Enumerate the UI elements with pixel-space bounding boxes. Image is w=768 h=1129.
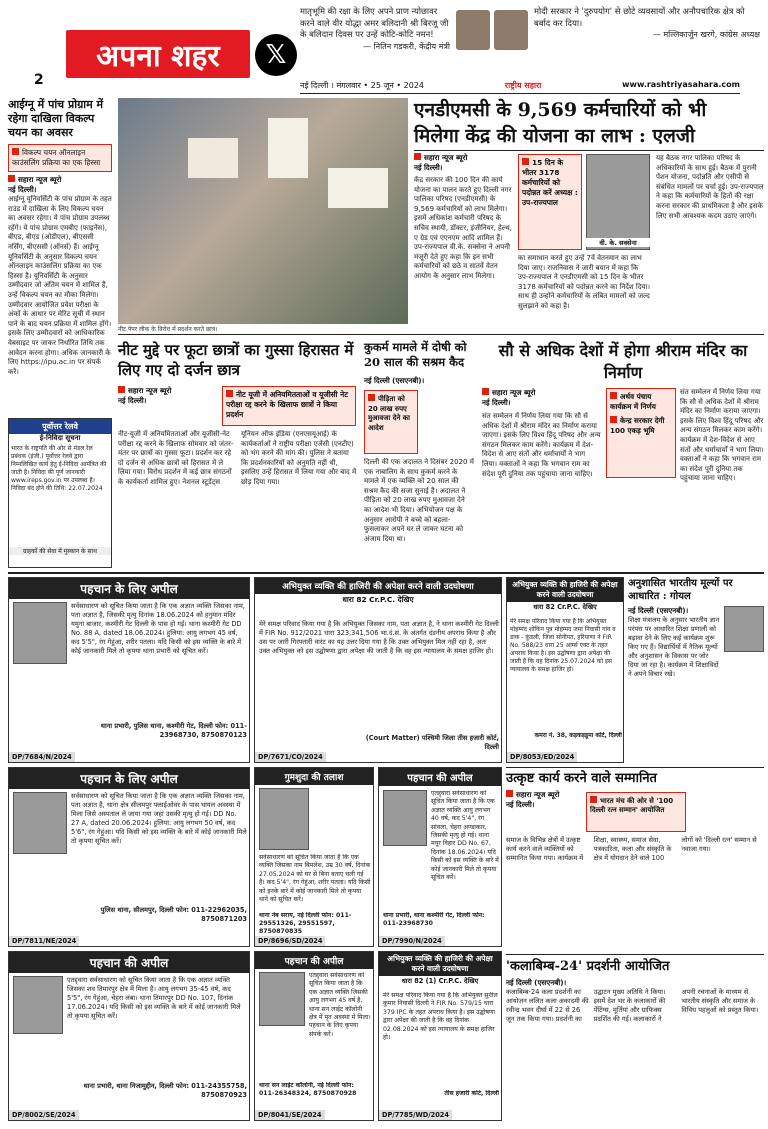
bullet-icon bbox=[8, 175, 15, 182]
lg-headline-2: मिलेगा केंद्र की योजना का लाभ : एलजी bbox=[414, 125, 695, 147]
notice-title: अभियुक्त व्यक्ति की हाजिरी की अपेक्षा करने वाली उदघोषणा bbox=[507, 578, 623, 602]
highlight-1: अर्थव पंचाय कार्यक्रम में निर्णय bbox=[610, 392, 656, 411]
byline: सहारा न्यूज ब्यूरो bbox=[482, 388, 602, 398]
samman-article bbox=[506, 770, 764, 950]
byline: नई दिल्ली (एसएनबी)। bbox=[506, 978, 567, 987]
neet-headline: नीट मुद्दे पर फूटा छात्रों का गुस्सा हिरासत में लिए गए दो दर्जन छात्र bbox=[118, 341, 354, 379]
notice-ref: DP/7811/NE/2024 bbox=[9, 936, 79, 946]
bullet-icon bbox=[522, 158, 529, 165]
bullet-icon bbox=[610, 392, 617, 399]
notice-body: सर्वसाधारण को सूचित किया जाता है कि एक अज्ञात व्यक्ति जिसका नाम, पता अज्ञात है, जिसकी मृत्यु दिनांक 18.06.2024 को हनुमान मंदिर यमुना बाजार, कश्मीरी गेट दिल्ली के पास हो गई। थाना कश्मीरी गेट DD No. 88 A, dated 18.06.2024। हुलिया: आयु लगभग 45 वर्ष, कद 5'5", रंग गेहुंआ, शरीर पतला। यदि किसी को इस व्यक्ति के बारे में कोई जानकारी मिले तो कृपया थाना प्रभारी को सूचित करें। bbox=[71, 602, 245, 655]
highlight-2: केन्द्र सरकार देगी 100 एकड़ भूमि bbox=[610, 416, 665, 435]
quote-author: — मल्लिकार्जुन खरगे, कांग्रेस अध्यक्ष bbox=[652, 30, 760, 39]
notice-photo bbox=[13, 976, 63, 1034]
quote-text: मातृभूमि की रक्षा के लिए अपने प्राण न्योछावर करने वाले वीर योद्धा अमर बलिदानी श्री बिरजू जी के बलिदान दिवस पर उन्हें कोटि-कोटि नमन! bbox=[300, 6, 449, 39]
neet-highlight: नीट यूजी में अनियमितताओं व यूजीसी नेट परीक्षा रद्द करने के खिलाफ छात्रों ने किया प्रदर्शन bbox=[222, 386, 356, 426]
website-link[interactable]: www.rashtriyasahara.com bbox=[622, 80, 740, 89]
byline: नई दिल्ली (एसएनबी)। bbox=[628, 606, 689, 615]
notice-contact: पुलिस थाना, सीलमपुर, दिल्ली फोन: 011-22962035, 8750871203 bbox=[100, 906, 247, 923]
quote-gadkari bbox=[300, 6, 450, 52]
placard-2 bbox=[328, 168, 388, 208]
notice-6 bbox=[378, 767, 502, 947]
masthead bbox=[0, 0, 768, 90]
notice-title: अभियुक्त व्यक्ति की हाजिरी की अपेक्षा करने वाली उदघोषणा bbox=[255, 578, 501, 594]
byline: सहारा न्यूज ब्यूरो bbox=[414, 153, 514, 163]
neet-body: नीट-यूजी में अनियमितताओं और यूजीसी-नेट परीक्षा रद्द करने के खिलाफ सोमवार को जंतर-मंतर पर छात्रों का गुस्सा फूटा। प्रदर्शन कर रहे दो दर्जन से अधिक छात्रों को हिरासत में ले लिया गया। विरोध प्रदर्शन में कई छात्र संगठनों के कार्यकर्ता शामिल हुए। नेशनल स्टूडेंट्स यूनियन ऑफ इंडिया (एनएसयूआई) के कार्यकर्ताओं ने राष्ट्रीय परीक्षा एजेंसी (एनटीए) को भंग करने की मांग की। पुलिस ने बताया कि प्रदर्शनकारियों को अनुमति नहीं थी, इसलिए उन्हें हिरासत में लिया गया और बाद में छोड़ दिया गया। bbox=[118, 430, 357, 486]
placard-3 bbox=[188, 138, 238, 178]
notice-7 bbox=[8, 951, 250, 1121]
notice-body: एतद्द्वारा सर्वसाधारण को सूचित किया जाता है कि एक अज्ञात व्यक्ति जिसका शव तिमारपुर क्षेत्र में मिला है। आयु लगभग 35-45 वर्ष, कद 5'5", रंग गेहुंआ, चेहरा लंबा। थाना तिमारपुर DD No. 107, दिनांक 17.06.2024। यदि किसी को इस व्यक्ति के बारे में कोई जानकारी मिले तो कृपया सूचित करें। bbox=[67, 976, 241, 1020]
notice-9 bbox=[378, 951, 502, 1121]
place: नई दिल्ली। bbox=[506, 800, 535, 809]
notice-8 bbox=[254, 951, 374, 1121]
notice-contact: थाना प्रभारी, थाना कश्मीरी गेट, दिल्ली फोन: 011-23968730 bbox=[383, 912, 485, 927]
kurkam-body: दिल्ली की एक अदालत ने दिसंबर 2020 में एक नाबालिग के साथ कुकर्म करने के मामले में एक व्यक्ति को 20 साल की सश्रम कैद की सजा सुनाई है। अदालत ने पीड़िता को 20 लाख रुपए मुआवजा देने का आदेश भी दिया। अभियोजन पक्ष के अनुसार आरोपी ने बच्चे को बहला-फुसलाकर अपने घर ले जाकर घटना को अंजाम दिया था। bbox=[364, 458, 474, 543]
notice-subtitle: धारा 82 Cr.P.C. देखिए bbox=[342, 595, 414, 604]
byline: सहारा न्यूज ब्यूरो bbox=[506, 790, 764, 800]
notice-photo bbox=[259, 788, 309, 850]
notice-2 bbox=[254, 577, 502, 763]
goyal-article bbox=[628, 577, 764, 763]
lg-name: वी. के. सक्सेना bbox=[586, 238, 650, 247]
railway-footer: ग्राहकों की सेवा में मुस्कान के साथ bbox=[9, 547, 111, 555]
notice-1 bbox=[8, 577, 250, 763]
notice-ref: DP/8696/SD/2024 bbox=[255, 936, 325, 946]
place: नई दिल्ली। bbox=[414, 163, 443, 172]
kurkam-headline: कुकर्म मामले में दोषी को 20 साल की सश्रम कैद bbox=[364, 340, 467, 369]
notice-contact: (Court Matter) पश्चिमी जिला तीस हजारी कोर्ट, दिल्ली bbox=[365, 734, 499, 751]
notice-photo bbox=[13, 792, 67, 854]
body: शिक्षा मंत्रालय के अनुसार भारतीय ज्ञान परंपरा पर आधारित शिक्षा प्रणाली को बढ़ावा देने के लिए कई कार्यक्रम शुरू किए गए हैं। विद्यार्थियों में नैतिक मूल्यों और अनुशासन के विकास पर जोर दिया जा रहा है। कार्यक्रम में शिक्षाविदों ने अपने विचार रखे। bbox=[628, 616, 720, 678]
notice-contact: तीस हजारी कोर्ट, दिल्ली bbox=[444, 1090, 499, 1097]
bullet-icon bbox=[506, 790, 513, 797]
bullet-icon bbox=[368, 394, 375, 401]
notice-body: मेरे समक्ष परिवाद किया गया है कि अभियुक्त सुनील कुमार निवासी दिल्ली ने FIR No. 579/15 धारा 379 IPC के तहत अपराध किया है। इस उद्घोषणा द्वारा अपेक्षा की जाती है कि वह दिनांक 02.08.2024 को इस न्यायालय के समक्ष हाजिर हो। bbox=[383, 992, 498, 1042]
bullet-icon bbox=[226, 390, 233, 397]
notice-title: अभियुक्त व्यक्ति की हाजिरी की अपेक्षा करने वाली उदघोषणा bbox=[379, 952, 501, 976]
page-number: 2 bbox=[34, 72, 44, 88]
notice-contact: थाना सन लाईट कॉलोनी, नई दिल्ली फोन: 011-26348324, 8750870928 bbox=[259, 1082, 357, 1097]
lg-body-3: यह बैठक नगर पालिका परिषद के अधिकारियों के साथ हुई। बैठक में पुरानी पेंशन योजना, पदोन्नति और एसीपी से संबंधित मामलों पर चर्चा हुई। उप-राज्यपाल ने कहा कि कर्मचारियों के हितों की रक्षा करना सरकार की प्राथमिकता है और इसके लिए सभी आवश्यक कदम उठाए जाएंगे। bbox=[656, 154, 764, 220]
ignou-article bbox=[8, 98, 112, 414]
notice-title: पहचान की अपील bbox=[9, 952, 249, 973]
bullet-icon bbox=[482, 388, 489, 395]
x-icon[interactable]: 𝕏 bbox=[255, 34, 297, 76]
shriram-body-2: संत सम्मेलन में निर्णय लिया गया कि सौ से अधिक देशों में श्रीराम मंदिर का निर्माण कराया जाएगा। इसके लिए विश्व हिंदू परिषद और अन्य संगठन मिलकर काम करेंगे। कार्यक्रम में देश-विदेश से आए संतों और धर्माचार्यों ने भाग लिया। वक्ताओं ने कहा कि भगवान राम का संदेश पूरी दुनिया तक पहुंचाया जाना चाहिए। bbox=[680, 388, 764, 483]
notice-ref: DP/8002/SE/2024 bbox=[9, 1110, 79, 1120]
notice-body: सर्वसाधारण को सूचित किया जाता है कि एक व्यक्ति जिसका नाम बिमलेश, उम्र 30 वर्ष, दिनांक 27.05.2024 को घर से बिना बताए चली गई है। कद 5'4", रंग गेहुंआ, शरीर पतला। यदि किसी को इनके बारे में कोई जानकारी मिले तो कृपया थाने को सूचित करें। bbox=[259, 854, 371, 904]
quote-text: मोदी सरकार ने 'दुरुपयोग' से छोटे व्यवसायों और अनौपचारिक क्षेत्र को बर्बाद कर दिया। bbox=[534, 6, 745, 28]
lg-callout: 15 दिन के भीतर 3178 कर्मचारियों को पदोन्नत करें अध्यक्ष : उप-राज्यपाल bbox=[518, 154, 582, 250]
gadkari-portrait bbox=[456, 10, 490, 50]
bullet-icon bbox=[610, 416, 617, 423]
samman-highlight: भारत मंच की ओर से '100 दिल्ली रत्न सम्मान' आयोजित bbox=[586, 792, 686, 832]
lg-headline-1: एनडीएमसी के 9,569 कर्मचारियों को भी bbox=[414, 99, 707, 121]
notice-body: मेरे समक्ष परिवाद किया गया है कि अभियुक्त जिसका नाम, पता अज्ञात है, ने थाना कश्मीरी गेट दिल्ली में FIR No. 912/2021 धारा 323,341,506 भा.दं.सं. के अंतर्गत दंडनीय अपराध किया है और उस पर जारी गिरफ्तारी वारंट का यह उत्तर दिया गया है कि उक्त अभियुक्त मिल नहीं रहा है, अतः उक्त अभियुक्त को इस उद्घोषणा द्वारा अपेक्षा की जाती है कि वह इस न्यायालय के समक्ष हाजिर हो। bbox=[259, 620, 499, 655]
notice-3-panel bbox=[506, 577, 624, 763]
bullet-icon bbox=[590, 796, 597, 803]
notice-title: पहचान के लिए अपील bbox=[9, 768, 249, 789]
notice-ref: DP/7990/N/2024 bbox=[379, 936, 445, 946]
shriram-headline: सौ से अधिक देशों में होगा श्रीराम मंदिर का निर्माण bbox=[498, 341, 748, 382]
notice-4 bbox=[8, 767, 250, 947]
lg-body-1: केंद्र सरकार की 100 दिन की कार्य योजना का पालन करते हुए दिल्ली नगर पालिका परिषद (एनडीएमसी) के 9,569 कर्मचारियों को लाभ मिलेगा। इसमें अधिकांश कर्मचारी परिषद के सचिव स्थायी, डॉक्टर, इंजीनियर, हेल्थ, ए ग्रेड एवं एएनएम आदि शामिल हैं। उप-राज्यपाल वी.के. सक्सेना ने अपनी मंजूरी देते हुए कहा कि इन सभी कर्मचारियों को छठे व सातवें वेतन आयोग के अनुसार लाभ मिलेगा। bbox=[414, 176, 512, 280]
notice-title: पहचान की अपील bbox=[255, 952, 373, 969]
shriram-body: संत सम्मेलन में निर्णय लिया गया कि सौ से अधिक देशों में श्रीराम मंदिर का निर्माण कराया जाएगा। इसके लिए विश्व हिंदू परिषद और अन्य संगठन मिलकर काम करेंगे। कार्यक्रम में देश-विदेश से आए संतों और धर्माचार्यों ने भाग लिया। वक्ताओं ने कहा कि भगवान राम का संदेश पूरी दुनिया तक पहुंचाया जाना चाहिए। bbox=[482, 412, 601, 478]
paper-name: राष्ट्रीय सहारा bbox=[504, 81, 542, 90]
kharge-portrait bbox=[494, 10, 528, 50]
notice-title: गुमशुदा की तलाश bbox=[255, 768, 373, 785]
byline: सहारा न्यूज ब्यूरो bbox=[118, 386, 218, 396]
notice-title: पहचान की अपील bbox=[379, 768, 501, 786]
notice-body: एतद्द्वारा सर्वसाधारण को सूचित किया जाता है कि एक अज्ञात व्यक्ति आयु लगभग 40 वर्ष, कद 5'4", रंग सांवला, चेहरा अण्डाकार, जिसकी मृत्यु हो गई। थाना मयूर विहार DD No. 67, दिनांक 18.06.2024। यदि किसी को इस व्यक्ति के बारे में कोई जानकारी मिले तो कृपया सूचित करें। bbox=[431, 790, 499, 882]
headline: उत्कृष्ट कार्य करने वाले सम्मानित bbox=[506, 771, 657, 786]
body: समाज के विभिन्न क्षेत्रों में उत्कृष्ट कार्य करने वाले व्यक्तियों को सम्मानित किया गया। कार्यक्रम में शिक्षा, स्वास्थ्य, समाज सेवा, पत्रकारिता, कला और संस्कृति के क्षेत्र में योगदान देने वाले 100 लोगों को 'दिल्ली रत्न' सम्मान से नवाजा गया। bbox=[506, 836, 757, 862]
notice-body: मेरे समक्ष परिवाद किया गया है कि अभियुक्त मोहम्मद शोकिन पुत्र मोहम्मद जमा निवासी गांव व डाक - कुंडली, जिला सोनीपत, हरियाणा ने FIR No. 588/23 धारा 25 आर्म्स एक्ट के तहत अपराध किया है। इस उद्घोषणा द्वारा अपेक्षा की जाती है कि वह दिनांक 25.07.2024 को इस न्यायालय के समक्ष हाजिर हो। bbox=[510, 618, 616, 673]
notice-ref: DP/8053/ED/2024 bbox=[507, 752, 577, 762]
notice-contact: थाना नेब सराय, नई दिल्ली फोन: 011-29551326, 29551597, 8750870835 bbox=[259, 912, 352, 935]
notice-subtitle: धारा 82 (1) Cr.P.C. देखिए bbox=[401, 977, 479, 985]
notice-ref: DP/7785/WD/2024 bbox=[379, 1110, 452, 1120]
shriram-byline bbox=[482, 388, 602, 408]
railway-sub: ई-निविदा सूचना bbox=[39, 434, 81, 442]
lg-byline bbox=[414, 153, 514, 173]
highlight-box bbox=[8, 144, 112, 172]
body: आईग्नू यूनिवर्सिटी के पांच प्रोग्राम के तहत राउंड में दाखिला के लिए विकल्प चयन का अवसर रहेगा। ये पांच प्रोग्राम उपलब्ध रहेंगे। ये पांच प्रोग्राम एमबीए (फाइनेंस), बीएड, बीएड (ओडीएल), बीएससी नर्सिंग, बीएससी (ऑनर्स) हैं। आईग्नू यूनिवर्सिटी के अनुसार विकल्प चयन ऑनलाइन काउंसलिंग प्रक्रिया का एक हिस्सा है। यूनिवर्सिटी के अनुसार उम्मीदवार जो अंतिम चयन में शामिल हैं, उन्हें विकल्प चयन का मौका मिलेगा। उम्मीदवार आयोजित प्रवेश परीक्षा के अंकों के आधार पर मेरिट सूची में स्थान पाने के बाद चयन प्रक्रिया में शामिल होंगे। इसके लिए उम्मीदवारों को आधिकारिक वेबसाइट पर जाकर निर्धारित तिथि तक आवेदन करना होगा। अधिक जानकारी के लिए https://ipu.ac.in पर संपर्क करें। bbox=[8, 195, 112, 376]
placard-1 bbox=[268, 118, 308, 178]
railway-title: पूर्वोत्तर रेलवे bbox=[9, 419, 111, 434]
notice-contact: थाना प्रभारी, पुलिस थाना, कश्मीरी गेट, दिल्ली फोन: 011-23968730, 8750870123 bbox=[100, 722, 247, 739]
notice-body: सर्वसाधारण को सूचित किया जाता है कि एक अज्ञात व्यक्ति जिसका नाम, पता अज्ञात है, थाना क्षेत्र सीलमपुर फ्लाईओवर के पास घायल अवस्था में मिला जिसे अस्पताल ले जाया गया जहां उसकी मृत्यु हो गई। DD No. 27 A, dated 20.06.2024। हुलिया: आयु लगभग 50 वर्ष, कद 5'6", रंग गेहुंआ। यदि किसी को इस व्यक्ति के बारे में कोई जानकारी मिले तो कृपया सूचित करें। bbox=[71, 792, 247, 845]
notice-5 bbox=[254, 767, 374, 947]
body: कलाबिम्ब-24 कला प्रदर्शनी का आयोजन ललित कला अकादमी की रवीन्द्र भवन दीर्घा में 22 से 26 जून तक किया गया। प्रदर्शनी का उद्घाटन मुख्य अतिथि ने किया। इसमें देश भर के कलाकारों की पेंटिंग्स, मूर्तियां और ग्राफिक्स प्रदर्शित की गईं। कलाकारों ने अपनी रचनाओं के माध्यम से भारतीय संस्कृति और समाज के विविध पहलुओं को प्रस्तुत किया। bbox=[506, 988, 759, 1023]
dateline: नई दिल्ली । मंगलवार • 25 जून • 2024 bbox=[300, 81, 425, 90]
railway-ad bbox=[8, 418, 112, 568]
bullet-icon bbox=[12, 148, 19, 155]
notice-ref: DP/7684/N/2024 bbox=[9, 752, 75, 762]
photo-caption: नीट पेपर लीक के विरोध में प्रदर्शन करते छात्र। bbox=[118, 326, 218, 333]
notice-photo bbox=[13, 602, 67, 664]
bullet-icon bbox=[118, 386, 125, 393]
kurkam-byline: नई दिल्ली (एसएनबी)। bbox=[364, 376, 425, 385]
notice-body: एतद्द्वारा सर्वसाधारण को सूचित किया जाता है कि एक अज्ञात व्यक्ति जिसकी आयु लगभग 45 वर्ष है, थाना सन लाईट कॉलोनी क्षेत्र में मृत अवस्था में मिला। पहचान के लिए कृपया संपर्क करें। bbox=[309, 972, 371, 1038]
railway-body: भारत के राष्ट्रपति की ओर से मंडल रेल प्रबंधक (इंजी.) पूर्वोत्तर रेलवे द्वारा निम्नलिखित कार्य हेतु ई-निविदा आमंत्रित की जाती है। निविदा की पूर्ण जानकारी www.ireps.gov.in पर उपलब्ध है। निविदा बंद होने की तिथि: 22.07.2024 bbox=[11, 445, 107, 492]
place: नई दिल्ली। bbox=[8, 185, 37, 194]
section-logo: अपना शहर bbox=[66, 30, 250, 78]
byline: सहारा न्यूज ब्यूरो bbox=[8, 175, 112, 185]
goyal-portrait bbox=[724, 606, 764, 652]
lg-portrait bbox=[586, 154, 650, 250]
highlight-text: विकल्प चयन ऑनलाइन काउंसलिंग प्रक्रिया का एक हिस्सा bbox=[12, 148, 101, 167]
notice-photo bbox=[383, 790, 427, 846]
notice-title: पहचान के लिए अपील bbox=[9, 578, 249, 599]
neet-protest-photo bbox=[118, 98, 408, 324]
quote-kharge bbox=[534, 6, 760, 41]
kalabimb-article bbox=[506, 958, 764, 1122]
place: नई दिल्ली। bbox=[118, 396, 147, 405]
shriram-highlight bbox=[606, 388, 676, 478]
place: नई दिल्ली। bbox=[482, 398, 511, 407]
dateline-bar bbox=[300, 80, 740, 94]
kurkam-highlight: पीड़िता को 20 लाख रुपए मुआवजा देने का आदेश bbox=[364, 390, 418, 454]
lg-body-2: का समाधान करते हुए उन्हें 7वें वेतनमान का लाभ दिया जाए। राजनिवास ने जारी बयान में कहा कि उप-राज्यपाल ने एनडीएमसी को 15 दिन के भीतर 3178 कर्मचारियों को पदोन्नत करने का निर्देश दिया। साथ ही उन्होंने कर्मचारियों के लंबित मामलों को जल्द सुलझाने को कहा है। bbox=[518, 254, 650, 310]
neet-byline bbox=[118, 386, 218, 406]
headline: अनुशासित भारतीय मूल्यों पर आधारित : गोयल bbox=[628, 578, 733, 602]
notice-photo bbox=[259, 972, 305, 1026]
notice-contact: कमरा नं. 38, कड़कड़डूमा कोर्ट, दिल्ली bbox=[534, 732, 622, 739]
notice-3 bbox=[376, 577, 378, 579]
headline: आईग्नू में पांच प्रोग्राम में रहेगा दाखिला विकल्प चयन का अवसर bbox=[8, 98, 104, 139]
notice-contact: थाना प्रभारी, थाना निजामुद्दीन, दिल्ली फोन: 011-24355758, 8750870923 bbox=[83, 1082, 247, 1099]
bullet-icon bbox=[414, 153, 421, 160]
notice-ref: DP/7671/CO/2024 bbox=[255, 752, 326, 762]
headline: 'कलाबिम्ब-24' प्रदर्शनी आयोजित bbox=[506, 959, 670, 974]
quote-author: — नितिन गडकरी, केंद्रीय मंत्री bbox=[363, 41, 450, 51]
notice-subtitle: धारा 82 Cr.P.C. देखिए bbox=[533, 603, 597, 611]
notice-ref: DP/8041/SE/2024 bbox=[255, 1110, 325, 1120]
